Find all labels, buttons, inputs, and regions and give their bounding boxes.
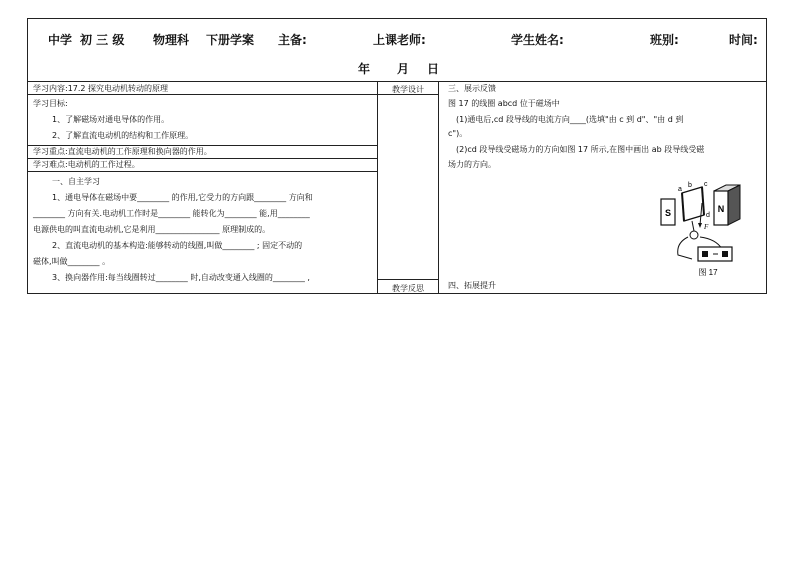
coil-label-a: a [678,186,682,193]
section-3-title: 三、展示反馈 [448,84,496,93]
question-1c: 电源供电的叫直流电动机,它是利用________________ 原理制成的。 [33,225,271,234]
figure-caption: 图 17 [698,268,718,277]
figure-intro: 图 17 的线圈 abcd 位于磁场中 [448,99,560,108]
coil-label-c: c [704,181,708,188]
question-2a: 2、直流电动机的基本构造:能够转动的线圈,叫做________ ; 固定不动的 [52,241,303,250]
coil-label-d: d [706,212,710,219]
question-r2b: 场力的方向。 [448,160,496,169]
question-r2a: (2)cd 段导线受磁场力的方向如图 17 所示,在图中画出 ab 段导线受磁 [456,145,705,154]
header [28,19,766,82]
magnet-n-side [728,185,740,225]
question-r1a: (1)通电后,cd 段导线的电流方向____(选填"由 c 到 d"、"由 d 到 [456,115,684,124]
commutator [690,231,698,239]
coil-lead [692,221,694,231]
self-study-title: 一、自主学习 [52,177,100,186]
battery-terminal-neg [702,251,708,257]
student-label: 学生姓名: [511,33,564,47]
teacher-label: 上课老师: [373,33,426,47]
grade-label: 初 三 级 [80,33,125,47]
force-label: F [704,223,709,231]
doc-type-label: 下册学案 [206,33,255,47]
coil-label-b: b [688,182,692,189]
column-divider-2 [438,81,439,293]
question-1a: 1、通电导体在磁场中要________ 的作用,它受力的方向跟________ 方向和 [52,193,313,202]
month-label: 月 [397,62,410,76]
row-rule [28,94,377,95]
key-point: 学习重点:直流电动机的工作原理和换向器的作用。 [33,147,212,156]
row-rule [28,158,377,159]
row-rule [28,145,377,146]
row-rule [377,279,438,280]
time-label: 时间: [729,33,758,47]
column-divider-1 [377,81,378,293]
question-2b: 磁体,叫做________ 。 [33,257,111,266]
editor-label: 主备: [278,33,307,47]
goal-2: 2、了解直流电动机的结构和工作原理。 [52,131,194,140]
goal-1: 1、了解磁场对通电导体的作用。 [52,115,170,124]
class-label: 班别: [650,33,679,47]
question-r1b: c")。 [448,129,468,138]
force-arrow-head [698,223,702,228]
year-label: 年 [358,62,371,76]
teaching-design-label: 教学设计 [392,85,424,94]
learning-content: 学习内容:17.2 探究电动机转动的原理 [33,84,169,93]
section-4-title: 四、拓展提升 [448,281,496,290]
worksheet-table [27,18,767,294]
subject-label: 物理科 [153,33,190,47]
wire-left [678,237,692,259]
goals-title: 学习目标: [33,99,68,108]
day-label: 日 [427,62,440,76]
question-3: 3、换向器作用:每当线圈转过________ 时,自动改变通入线圈的________ , [52,273,310,282]
row-rule [28,171,377,172]
teaching-reflection-label: 教学反思 [392,284,424,293]
question-1b: ________ 方向有关.电动机工作时是________ 能转化为________ 能,用________ [33,209,310,218]
difficulty-point: 学习难点:电动机的工作过程。 [33,160,140,169]
school-label: 中学 [48,33,73,47]
battery-terminal-pos [722,251,728,257]
magnet-s-label: S [664,208,672,218]
magnet-n-label: N [717,204,725,214]
motor-diagram [658,177,758,277]
